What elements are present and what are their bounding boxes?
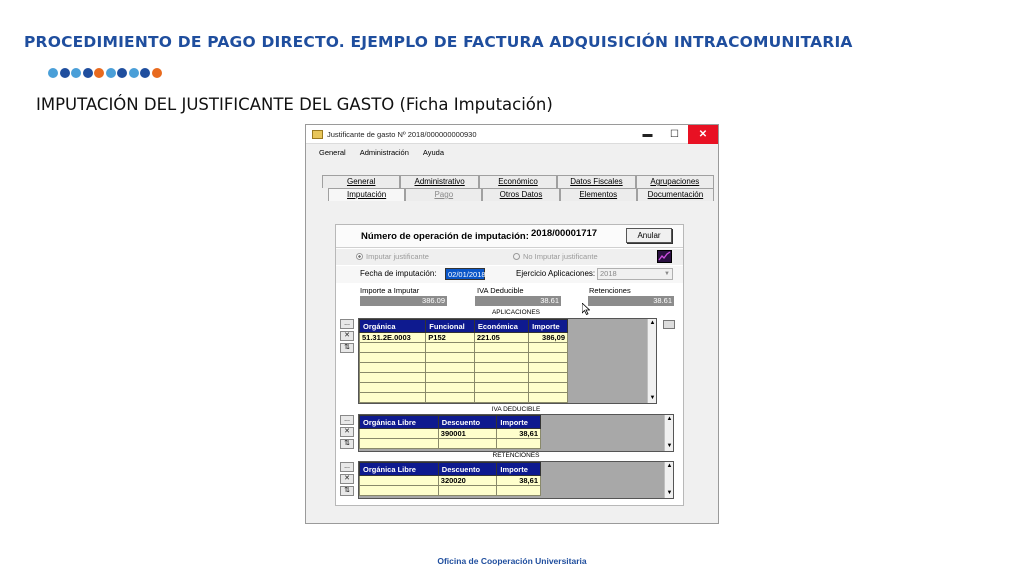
table-row-empty[interactable]: [360, 353, 568, 363]
delete-row-icon[interactable]: ✕: [340, 474, 354, 484]
retenciones-value: 38.61: [588, 296, 674, 306]
minimize-button[interactable]: ▬: [642, 128, 653, 140]
importe-imputar-label: Importe a Imputar: [360, 286, 420, 295]
table-cell[interactable]: [529, 353, 568, 363]
tab-administrativo[interactable]: Administrativo: [400, 175, 478, 188]
tab-agrupaciones[interactable]: Agrupaciones: [636, 175, 714, 188]
table-header-row: [360, 320, 568, 333]
tab-elementos[interactable]: Elementos: [560, 188, 637, 201]
table-cell[interactable]: 38,61: [497, 476, 541, 486]
sort-rows-icon[interactable]: ⇅: [340, 486, 354, 496]
aplicaciones-grid[interactable]: [358, 318, 657, 404]
iva-deducible-table: [359, 415, 541, 449]
table-cell[interactable]: [438, 486, 497, 496]
mouse-cursor-icon: [582, 303, 590, 318]
operation-box: [336, 225, 683, 248]
tab-row-top: [322, 175, 714, 188]
table-cell[interactable]: [529, 363, 568, 373]
table-row-empty[interactable]: [360, 393, 568, 403]
iva-scrollbar[interactable]: [664, 415, 673, 451]
window-titlebar[interactable]: [306, 125, 718, 144]
ejercicio-value: 2018: [600, 269, 617, 278]
iva-deducible-section-label: IVA DEDUCIBLE: [491, 406, 541, 413]
table-cell[interactable]: [474, 383, 528, 393]
imputar-radio-row: [336, 249, 683, 265]
maximize-button[interactable]: ☐: [670, 128, 679, 140]
radio-dot: [513, 253, 520, 260]
aplicaciones-table: [359, 319, 568, 403]
table-cell[interactable]: 51.31.2E.0003: [360, 333, 426, 343]
column-header[interactable]: Económica: [474, 320, 528, 333]
operation-number-value: 2018/00001717: [531, 228, 598, 239]
ejercicio-select[interactable]: [597, 268, 673, 280]
decorative-dot: [152, 68, 162, 78]
table-cell[interactable]: [360, 439, 439, 449]
tab-imputacion[interactable]: Imputación: [328, 188, 405, 201]
tab-economico[interactable]: Económico: [479, 175, 557, 188]
radio-no-imputar[interactable]: [513, 252, 598, 261]
table-cell[interactable]: [426, 393, 475, 403]
fecha-imputacion-label: Fecha de imputación:: [360, 269, 437, 278]
table-cell[interactable]: [497, 486, 541, 496]
table-cell[interactable]: [426, 343, 475, 353]
table-cell[interactable]: 221.05: [474, 333, 528, 343]
table-cell[interactable]: [426, 353, 475, 363]
tab-row-bottom: [328, 188, 714, 201]
scroll-down-icon[interactable]: ▼: [666, 490, 673, 496]
window-app-icon: [312, 130, 323, 139]
table-cell[interactable]: [529, 393, 568, 403]
column-header[interactable]: Importe: [497, 463, 541, 476]
column-header[interactable]: Descuento: [438, 463, 497, 476]
ejercicio-label: Ejercicio Aplicaciones:: [516, 269, 596, 278]
sort-rows-icon[interactable]: ⇅: [340, 439, 354, 449]
table-row-empty[interactable]: [360, 383, 568, 393]
delete-row-icon[interactable]: ✕: [340, 427, 354, 437]
table-cell[interactable]: [360, 393, 426, 403]
table-cell[interactable]: [529, 383, 568, 393]
slide-title: PROCEDIMIENTO DE PAGO DIRECTO. EJEMPLO DE FACTURA ADQUISICIÓN INTRACOMUNITARIA: [24, 33, 853, 51]
retenciones-label: Retenciones: [589, 286, 631, 295]
table-cell[interactable]: [474, 393, 528, 403]
table-cell[interactable]: [360, 373, 426, 383]
sort-rows-icon[interactable]: ⇅: [340, 343, 354, 353]
radio-no-imputar-label: No Imputar justificante: [523, 252, 598, 261]
anular-button[interactable]: Anular: [626, 228, 672, 243]
table-cell[interactable]: [474, 343, 528, 353]
slide-subtitle: IMPUTACIÓN DEL JUSTIFICANTE DEL GASTO (Ficha Imputación): [36, 95, 553, 114]
table-cell[interactable]: 38,61: [497, 429, 541, 439]
aplicaciones-section-label: APLICACIONES: [491, 309, 541, 316]
table-cell[interactable]: P152: [426, 333, 475, 343]
menu-administracion[interactable]: Administración: [359, 147, 409, 157]
date-row: [336, 266, 683, 283]
radio-imputar[interactable]: [356, 252, 429, 261]
table-row-empty[interactable]: [360, 373, 568, 383]
column-header[interactable]: Orgánica Libre: [360, 463, 439, 476]
table-cell[interactable]: 390001: [438, 429, 497, 439]
table-cell[interactable]: [360, 363, 426, 373]
delete-row-icon[interactable]: ✕: [340, 331, 354, 341]
table-cell[interactable]: [529, 373, 568, 383]
menu-general[interactable]: General: [319, 147, 346, 157]
table-cell[interactable]: [529, 343, 568, 353]
table-cell[interactable]: [474, 373, 528, 383]
decorative-dot: [140, 68, 150, 78]
decorative-dot: [117, 68, 127, 78]
iva-deducible-value: 38.61: [475, 296, 561, 306]
menu-bar: [306, 144, 718, 160]
table-cell[interactable]: [497, 439, 541, 449]
table-row-empty[interactable]: [360, 439, 541, 449]
iva-deducible-label: IVA Deducible: [477, 286, 524, 295]
column-header[interactable]: Importe: [497, 416, 541, 429]
decorative-dots: [48, 68, 162, 78]
tab-otros-datos[interactable]: Otros Datos: [482, 188, 559, 201]
table-cell[interactable]: [360, 476, 439, 486]
tab-datos-fiscales[interactable]: Datos Fiscales: [557, 175, 635, 188]
decorative-dot: [48, 68, 58, 78]
table-row-empty[interactable]: [360, 363, 568, 373]
table-cell[interactable]: [438, 439, 497, 449]
table-cell[interactable]: [474, 353, 528, 363]
table-cell[interactable]: [360, 353, 426, 363]
close-button[interactable]: ✕: [688, 125, 718, 144]
column-header[interactable]: Descuento: [438, 416, 497, 429]
decorative-dot: [71, 68, 81, 78]
retenciones-scrollbar[interactable]: [664, 462, 673, 498]
chevron-down-icon: ▼: [664, 271, 670, 277]
decorative-dot: [129, 68, 139, 78]
table-cell[interactable]: [474, 363, 528, 373]
table-row[interactable]: [360, 429, 541, 439]
table-header-row: [360, 416, 541, 429]
tab-pago[interactable]: Pago: [405, 188, 482, 201]
app-window: [305, 124, 719, 524]
scroll-up-icon[interactable]: ▲: [666, 463, 673, 469]
tab-documentacion[interactable]: Documentación: [637, 188, 714, 201]
radio-dot-selected: [356, 253, 363, 260]
scroll-up-icon[interactable]: ▲: [649, 320, 656, 326]
chart-icon[interactable]: [657, 250, 672, 263]
fecha-imputacion-input[interactable]: 02/01/2018: [445, 268, 485, 280]
footer-office: Oficina de Cooperación Universitaria: [437, 556, 587, 566]
add-row-button[interactable]: ...: [340, 319, 354, 329]
iva-deducible-grid[interactable]: [358, 414, 674, 452]
decorative-dot: [94, 68, 104, 78]
table-cell[interactable]: [426, 363, 475, 373]
decorative-dot: [60, 68, 70, 78]
retenciones-section-label: RETENCIONES: [492, 452, 540, 459]
table-cell[interactable]: [360, 486, 439, 496]
retenciones-table: [359, 462, 541, 496]
iva-side-buttons: [340, 415, 356, 451]
table-cell[interactable]: 320020: [438, 476, 497, 486]
aplicaciones-side-buttons: [340, 319, 356, 355]
table-cell[interactable]: [360, 429, 439, 439]
add-row-button[interactable]: ...: [340, 415, 354, 425]
table-row[interactable]: [360, 476, 541, 486]
retenciones-grid[interactable]: [358, 461, 674, 499]
table-row[interactable]: [360, 333, 568, 343]
table-cell[interactable]: [426, 373, 475, 383]
imputacion-panel: [335, 224, 684, 506]
scroll-down-icon[interactable]: ▼: [649, 395, 656, 401]
radio-imputar-label: Imputar justificante: [366, 252, 429, 261]
table-cell[interactable]: 386,09: [529, 333, 568, 343]
scroll-up-icon[interactable]: ▲: [666, 416, 673, 422]
table-cell[interactable]: [426, 383, 475, 393]
tab-general[interactable]: General: [322, 175, 400, 188]
table-header-row: [360, 463, 541, 476]
table-cell[interactable]: [360, 343, 426, 353]
column-header[interactable]: Orgánica: [360, 320, 426, 333]
table-row-empty[interactable]: [360, 486, 541, 496]
decorative-dot: [106, 68, 116, 78]
add-row-button[interactable]: ...: [340, 462, 354, 472]
grid-options-icon[interactable]: [663, 320, 675, 329]
aplicaciones-scrollbar[interactable]: [647, 319, 656, 403]
column-header[interactable]: Importe: [529, 320, 568, 333]
table-cell[interactable]: [360, 383, 426, 393]
operation-number-label: Número de operación de imputación:: [361, 231, 529, 242]
table-row-empty[interactable]: [360, 343, 568, 353]
column-header[interactable]: Orgánica Libre: [360, 416, 439, 429]
column-header[interactable]: Funcional: [426, 320, 475, 333]
retenciones-side-buttons: [340, 462, 356, 498]
importe-imputar-value: 386.09: [360, 296, 447, 306]
window-title: Justificante de gasto Nº 2018/000000000930: [327, 129, 477, 139]
menu-ayuda[interactable]: Ayuda: [422, 147, 445, 157]
decorative-dot: [83, 68, 93, 78]
scroll-down-icon[interactable]: ▼: [666, 443, 673, 449]
